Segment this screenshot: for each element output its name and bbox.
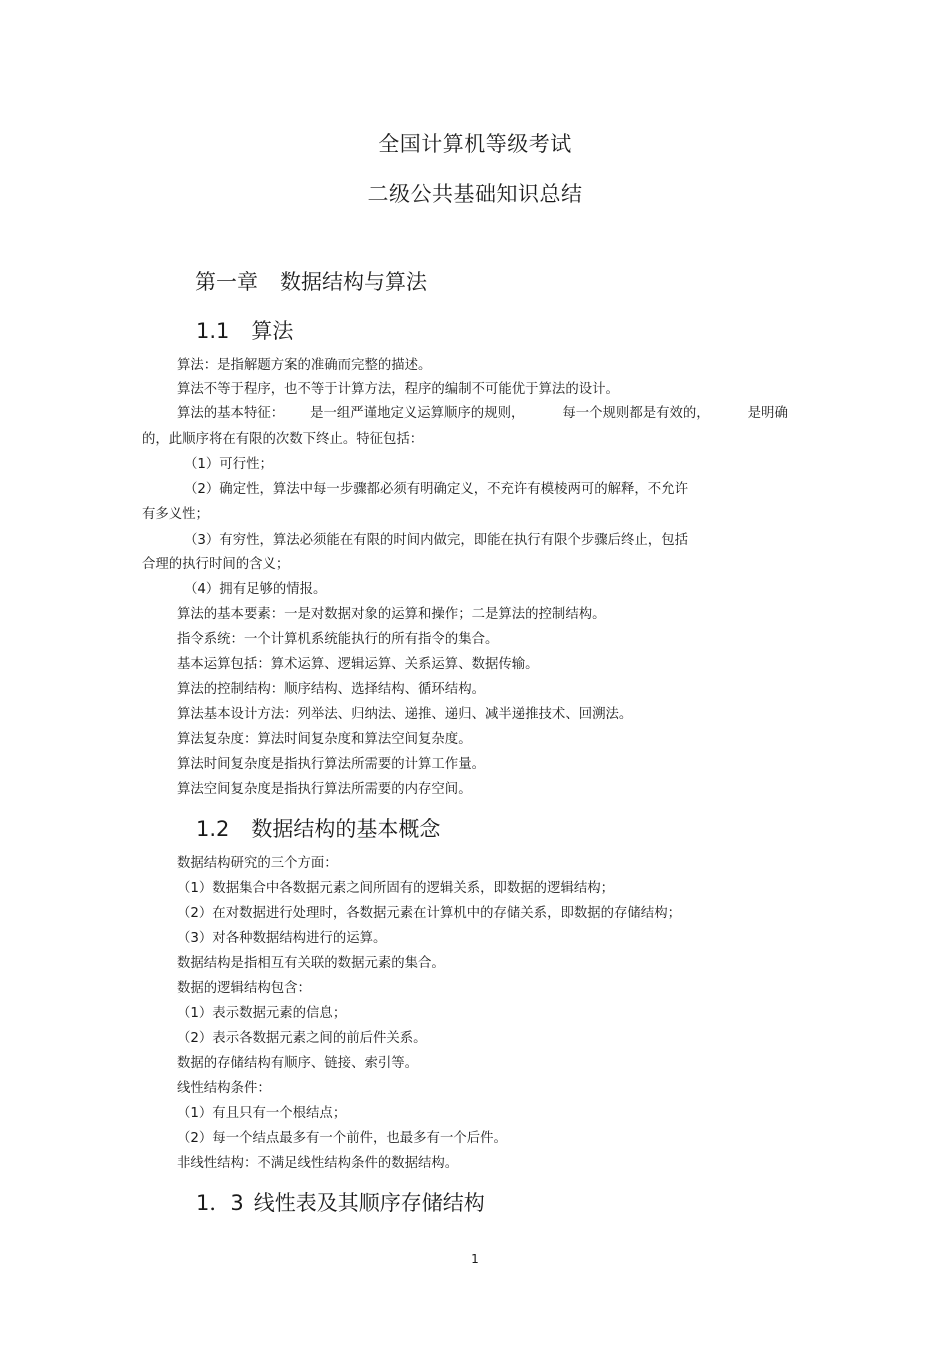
section-number: 1.2 (196, 817, 230, 841)
section-name: 数据结构的基本概念 (251, 817, 441, 841)
list-item: （1）有且只有一个根结点； (177, 1106, 347, 1121)
section-heading-1-3 (196, 1187, 485, 1217)
paragraph: 算法基本设计方法：列举法、归纳法、递推、递归、减半递推技术、回溯法。 (177, 707, 633, 722)
list-item: （4）拥有足够的情报。 (184, 582, 327, 597)
page-number: 1 (471, 1252, 479, 1266)
section-number: 1.1 (196, 319, 230, 343)
section-name: 线性表及其顺序存储结构 (253, 1191, 485, 1215)
section-heading-1-2 (196, 813, 440, 843)
paragraph (177, 405, 788, 423)
list-item: （2）每一个结点最多有一个前件，也最多有一个后件。 (177, 1131, 507, 1146)
doc-subtitle: 二级公共基础知识总结 (367, 182, 583, 206)
paragraph: 数据的存储结构有顺序、链接、索引等。 (177, 1056, 419, 1071)
list-item: （2）确定性，算法中每一步骤都必须有明确定义，不充许有模棱两可的解释，不允许 (184, 482, 688, 497)
text-span: 是明确 (747, 406, 788, 421)
paragraph: 算法复杂度：算法时间复杂度和算法空间复杂度。 (177, 732, 472, 747)
paragraph: 算法：是指解题方案的准确而完整的描述。 (177, 358, 432, 373)
text-span: 算法的基本特征： (177, 406, 285, 421)
chapter-heading (195, 266, 427, 296)
paragraph: 线性结构条件： (177, 1081, 271, 1096)
section-number: 1．3 (196, 1191, 244, 1215)
section-name: 算法 (251, 319, 294, 343)
list-item: （3）对各种数据结构进行的运算。 (177, 931, 387, 946)
paragraph: 指令系统：一个计算机系统能执行的所有指令的集合。 (177, 632, 499, 647)
paragraph: 非线性结构：不满足线性结构条件的数据结构。 (177, 1156, 459, 1171)
list-item: （2）表示各数据元素之间的前后件关系。 (177, 1031, 427, 1046)
paragraph: 有多义性； (142, 507, 209, 522)
paragraph: 基本运算包括：算术运算、逻辑运算、关系运算、数据传输。 (177, 657, 539, 672)
list-item: （1）数据集合中各数据元素之间所固有的逻辑关系，即数据的逻辑结构； (177, 881, 615, 896)
list-item: （3）有穷性，算法必须能在有限的时间内做完，即能在执行有限个步骤后终止，包括 (184, 533, 688, 548)
chapter-number: 第一章 (195, 270, 258, 294)
paragraph: 算法的基本要素：一是对数据对象的运算和操作；二是算法的控制结构。 (177, 607, 606, 622)
paragraph: 的，此顺序将在有限的次数下终止。特征包括： (142, 432, 424, 447)
list-item: （1）可行性； (184, 457, 273, 472)
section-heading-1-1 (196, 315, 293, 345)
paragraph: 算法不等于程序，也不等于计算方法，程序的编制不可能优于算法的设计。 (177, 382, 619, 397)
paragraph: 算法的控制结构：顺序结构、选择结构、循环结构。 (177, 682, 485, 697)
text-span: 是一组严谨地定义运算顺序的规则， (310, 406, 525, 421)
text-span: 每一个规则都是有效的， (562, 406, 710, 421)
chapter-name: 数据结构与算法 (280, 270, 427, 294)
list-item: （1）表示数据元素的信息； (177, 1006, 347, 1021)
paragraph: 数据结构研究的三个方面： (177, 856, 338, 871)
paragraph: 算法时间复杂度是指执行算法所需要的计算工作量。 (177, 757, 485, 772)
paragraph: 数据结构是指相互有关联的数据元素的集合。 (177, 956, 445, 971)
list-item: （2）在对数据进行处理时，各数据元素在计算机中的存储关系，即数据的存储结构； (177, 906, 681, 921)
doc-title: 全国计算机等级考试 (378, 132, 572, 156)
paragraph: 数据的逻辑结构包含： (177, 981, 311, 996)
paragraph: 合理的执行时间的含义； (142, 557, 290, 572)
paragraph: 算法空间复杂度是指执行算法所需要的内存空间。 (177, 782, 472, 797)
